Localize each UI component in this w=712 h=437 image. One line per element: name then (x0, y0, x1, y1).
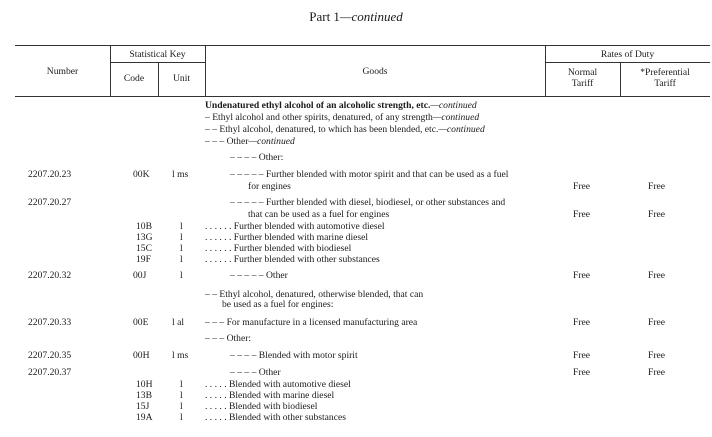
tariff-number: 2207.20.32 (28, 270, 72, 281)
goods-description: . . . . . Blended with other substances (205, 412, 346, 423)
goods-description: . . . . . . Further blended with marine diesel (205, 232, 369, 243)
normal-rate: Free (573, 367, 591, 378)
tariff-number: 2207.20.37 (28, 367, 72, 378)
heading-other-continued: – – – Other—continued (205, 136, 295, 147)
goods-description: . . . . . Blended with marine diesel (205, 390, 335, 401)
header-top-rule (15, 45, 710, 46)
goods-description: that can be used as a fuel for engines (248, 209, 390, 220)
goods-description: . . . . . . Further blended with biodiesel (205, 243, 352, 254)
stat-code: 19F (136, 254, 151, 265)
goods-description: – – – – – Other (230, 270, 288, 281)
heading-otherwise-blended: – – Ethyl alcohol, denatured, otherwise blended, that can (205, 289, 424, 300)
stat-code: 00E (133, 317, 149, 328)
goods-description: – – – – – Further blended with diesel, biodiesel, or other substances and (230, 197, 506, 208)
heading-undenatured: Undenatured ethyl alcohol of an alcoholic strength, etc.—continued (205, 100, 477, 111)
normal-rate: Free (573, 317, 591, 328)
unit: l (180, 379, 183, 390)
stat-code: 15J (136, 401, 150, 412)
unit: l (180, 412, 183, 423)
normal-rate: Free (573, 270, 591, 281)
unit: l (180, 270, 183, 281)
unit: l al (172, 317, 184, 328)
stat-code: 13B (136, 390, 152, 401)
stat-code: 13G (136, 232, 153, 243)
goods-description: . . . . . . Further blended with other substances (205, 254, 380, 265)
header-statistical-key: Statistical Key (129, 49, 186, 60)
header-code: Code (123, 73, 145, 84)
page-title: Part 1—continued (309, 9, 403, 24)
header-unit: Unit (172, 73, 191, 84)
normal-rate: Free (573, 350, 591, 361)
stat-code: 19A (136, 412, 153, 423)
goods-description: . . . . . Blended with automotive diesel (205, 379, 351, 390)
rates-rule (545, 62, 710, 63)
heading-denatured-blended: – – Ethyl alcohol, denatured, to which has been blended, etc.—continued (205, 124, 485, 135)
tariff-number: 2207.20.27 (28, 197, 72, 208)
header-rates-of-duty: Rates of Duty (600, 49, 655, 60)
normal-rate: Free (573, 181, 591, 192)
stat-code: 00H (133, 350, 150, 361)
goods-description: – – – – Blended with motor spirit (230, 350, 358, 361)
heading-other: – – – – Other: (230, 152, 284, 163)
stat-code: 00J (133, 270, 147, 281)
stat-code: 15C (136, 243, 152, 254)
unit: l ms (172, 169, 189, 180)
goods-description: for engines (248, 181, 291, 192)
preferential-rate: Free (648, 350, 666, 361)
goods-description: . . . . . . Further blended with automotive diesel (205, 221, 385, 232)
tariff-number: 2207.20.23 (28, 169, 72, 180)
preferential-rate: Free (648, 367, 666, 378)
header-goods: Goods (362, 66, 388, 77)
stat-code: 10B (136, 221, 152, 232)
tariff-number: 2207.20.33 (28, 317, 72, 328)
goods-description: – – – – Other (230, 367, 281, 378)
unit: l (180, 254, 183, 265)
stat-code: 00K (133, 169, 150, 180)
goods-description: . . . . . Blended with biodiesel (205, 401, 318, 412)
unit: l (180, 390, 183, 401)
tariff-number: 2207.20.35 (28, 350, 72, 361)
unit: l ms (172, 350, 189, 361)
preferential-rate: Free (648, 181, 666, 192)
header-preferential-tariff: *Preferential Tariff (640, 67, 690, 89)
preferential-rate: Free (648, 209, 666, 220)
stat-code: 10H (136, 379, 153, 390)
unit: l (180, 401, 183, 412)
normal-rate: Free (573, 209, 591, 220)
heading-ethyl-spirits: – Ethyl alcohol and other spirits, denatured, of any strength—continued (205, 112, 480, 123)
goods-description: – – – For manufacture in a licensed manufacturing area (205, 317, 418, 328)
unit: l (180, 232, 183, 243)
header-number: Number (46, 66, 79, 77)
heading-otherwise-blended: be used as a fuel for engines: (222, 299, 334, 310)
heading-other-blended: – – – Other: (205, 333, 252, 344)
preferential-rate: Free (648, 317, 666, 328)
unit: l (180, 221, 183, 232)
header-normal-tariff: Normal Tariff (567, 67, 598, 89)
header-bottom-rule (15, 96, 710, 97)
goods-description: – – – – – Further blended with motor spirit and that can be used as a fuel (230, 169, 509, 180)
preferential-rate: Free (648, 270, 666, 281)
unit: l (180, 243, 183, 254)
